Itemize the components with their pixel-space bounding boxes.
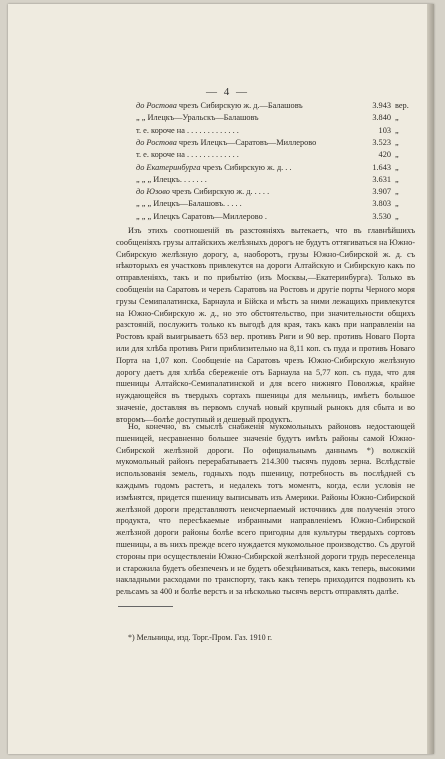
route-description: „ „ Илецкъ—Уральскъ—Балашовъ — [136, 113, 259, 123]
distance-value: 103 — [378, 125, 391, 135]
destination: до Юзово — [136, 187, 170, 197]
route-text — [136, 113, 259, 122]
footnote: *) Мельницы, изд. Торг.-Пром. Газ. 1910 г. — [128, 633, 272, 642]
footnote-rule — [118, 606, 173, 607]
table-row — [136, 163, 416, 175]
route-description: „ „ „ Илецкъ Саратовъ—Миллерово . — [136, 211, 267, 221]
table-row — [136, 199, 416, 211]
page-edge — [427, 4, 434, 754]
table-row — [136, 113, 416, 125]
route-description: чрезъ Сибирскую ж. д. . . . . — [169, 187, 270, 197]
route-text — [136, 175, 207, 184]
route-text — [136, 138, 316, 147]
destination: до Ростова — [136, 101, 177, 110]
distance-unit: „ — [395, 187, 399, 197]
route-text — [136, 126, 239, 135]
route-description: чрезъ Сибирскую ж. д. . . — [200, 162, 292, 172]
distance-unit: „ — [395, 150, 399, 160]
table-row — [136, 187, 416, 199]
route-description: т. е. короче на . . . . . . . . . . . . . — [136, 125, 239, 135]
route-text — [136, 212, 267, 221]
distance-value: 1.643 — [372, 162, 391, 172]
distance-unit: „ — [395, 211, 399, 221]
table-row — [136, 101, 416, 113]
route-description: чрезъ Сибирскую ж. д.—Балашовъ — [176, 101, 303, 110]
route-text — [136, 187, 269, 196]
distance-value: 3.943 — [372, 101, 391, 110]
distance-unit: „ — [395, 199, 399, 209]
table-row — [136, 138, 416, 150]
distance-value: 3.530 — [372, 211, 391, 221]
destination: до Екатеринбурга — [136, 162, 201, 172]
route-text — [136, 101, 303, 110]
route-description: т. е. короче на . . . . . . . . . . . . . — [136, 150, 239, 160]
distance-unit: „ — [395, 174, 399, 184]
distance-unit: „ — [395, 113, 399, 123]
page-number: — 4 — — [206, 86, 249, 98]
route-description: „ „ „ Илецкъ—Балашовъ. . . . . — [136, 199, 242, 209]
route-description: чрезъ Илецкъ—Саратовъ—Миллерово — [176, 137, 317, 147]
paragraph-1: Изъ этихъ соотношеній въ разстояніяхъ вытекаетъ, что въ главнѣйшихъ сообщеніяхъ грузы алтайскихъ желѣзныхъ дорогъ не будутъ оттягиваться на Южно-Сибирскую желѣзную дорогу, а, наоборотъ, грузы Южно-Сибирской ж. д. съ нѣкоторыхъ ея участковъ привлекутся на дороги Алтайскую и Сибирскую какъ по отправленіяхъ, такъ и по прибытію (изъ Москвы,—Екатеринбурга). Только въ сообщеніи на Саратовъ и черезъ Саратовъ на Ростовъ и другіе порты Черного моря грузы Семипалатинска, Барнаула и Бійска и мѣстъ за ними лежащихъ привлекутся на Южно-Сибирскую ж. д., но это обстоятельство, при значительности общихъ разстояній, послужитъ только къ выгодѣ для края, такъ какъ при направленіи на Ростовъ край выигрываетъ 653 вер. противъ Риги и 90 вер. противъ Новаго Порта или для хлѣба противъ Риги приблизительно на 8,11 коп. съ пуда и противъ Новаго Порта на 1,07 коп. Сообщеніе на Саратовъ чрезъ Южно-Сибирскую желѣзную дорогу даетъ для хлѣба сбереженіе отъ Барнаула на 5,77 коп. съ пуда, что для пшеницы Алтайско-Семипалатинской и для всего нижняго Поволжья, крайне нуждающейся въ твердыхъ сортахъ пшеницы для мельницъ, имѣетъ большое значеніе, доставляя въ первомъ случаѣ новый крупный рынокъ для сбыта и во второмъ—болѣе доступный и дешевый продуктъ. — [116, 226, 415, 424]
distance-value: 3.840 — [372, 113, 391, 123]
table-row — [136, 175, 416, 187]
route-text — [136, 163, 292, 172]
distance-value: 3.907 — [372, 187, 391, 197]
route-text — [136, 199, 242, 208]
distance-value: 3.803 — [372, 199, 391, 209]
distance-unit: „ — [395, 162, 399, 172]
destination: до Ростова — [136, 137, 177, 147]
table-row — [136, 212, 416, 224]
distance-value: 3.523 — [372, 137, 391, 147]
table-row — [136, 150, 416, 162]
distance-unit: вер. — [395, 101, 409, 110]
distance-value: 3.631 — [372, 174, 391, 184]
table-row — [136, 126, 416, 138]
paragraph-2: Но, конечно, въ смыслѣ снабженія мукомольныхъ районовъ недостающей пшеницей, несравненно большее значеніе будутъ имѣть районы самой Южно-Сибирской желѣзной дороги. По официальнымъ даннымъ *) волжскій мукомольный районъ перерабатываетъ 214.300 тысячъ пудовъ зерна. Вслѣдствіе использованія земель, годныхъ подъ пшеницу, потребность въ послѣдней съ каждымъ годомъ растетъ, и недалекъ тотъ моментъ, когда, если условія не измѣнятся, придется пшеницу выписывать изъ Америки. Районы Южно-Сибирской желѣзной дороги представляютъ неисчерпаемый источникъ для полученія этого продукта, что пересѣкаемые избранными направленіемъ Южно-Сибирской желѣзной дороги районы болѣе всего пригодны для культуры твердыхъ сортовъ пшеницы, а въ нихъ прежде всего нуждается мукомольное производство. Съ другой стороны при осуществленіи Южно-Сибирской желѣзной дороги трудъ переселенца и старожила будетъ обезпеченъ и не будетъ обезцѣниваться, какъ теперь, высокими накладными расходами по транспорту, такъ какъ теперь приходится подвозить къ рельсамъ за 400 и болѣе верстъ и за нѣсколько тысячъ верстъ отправлять далѣе. — [116, 422, 415, 597]
distance-unit: „ — [395, 125, 399, 135]
route-description: „ „ „ Илецкъ. . . . . . . — [136, 174, 207, 184]
distance-unit: „ — [395, 137, 399, 147]
distance-value: 420 — [378, 150, 391, 160]
route-text — [136, 150, 239, 159]
